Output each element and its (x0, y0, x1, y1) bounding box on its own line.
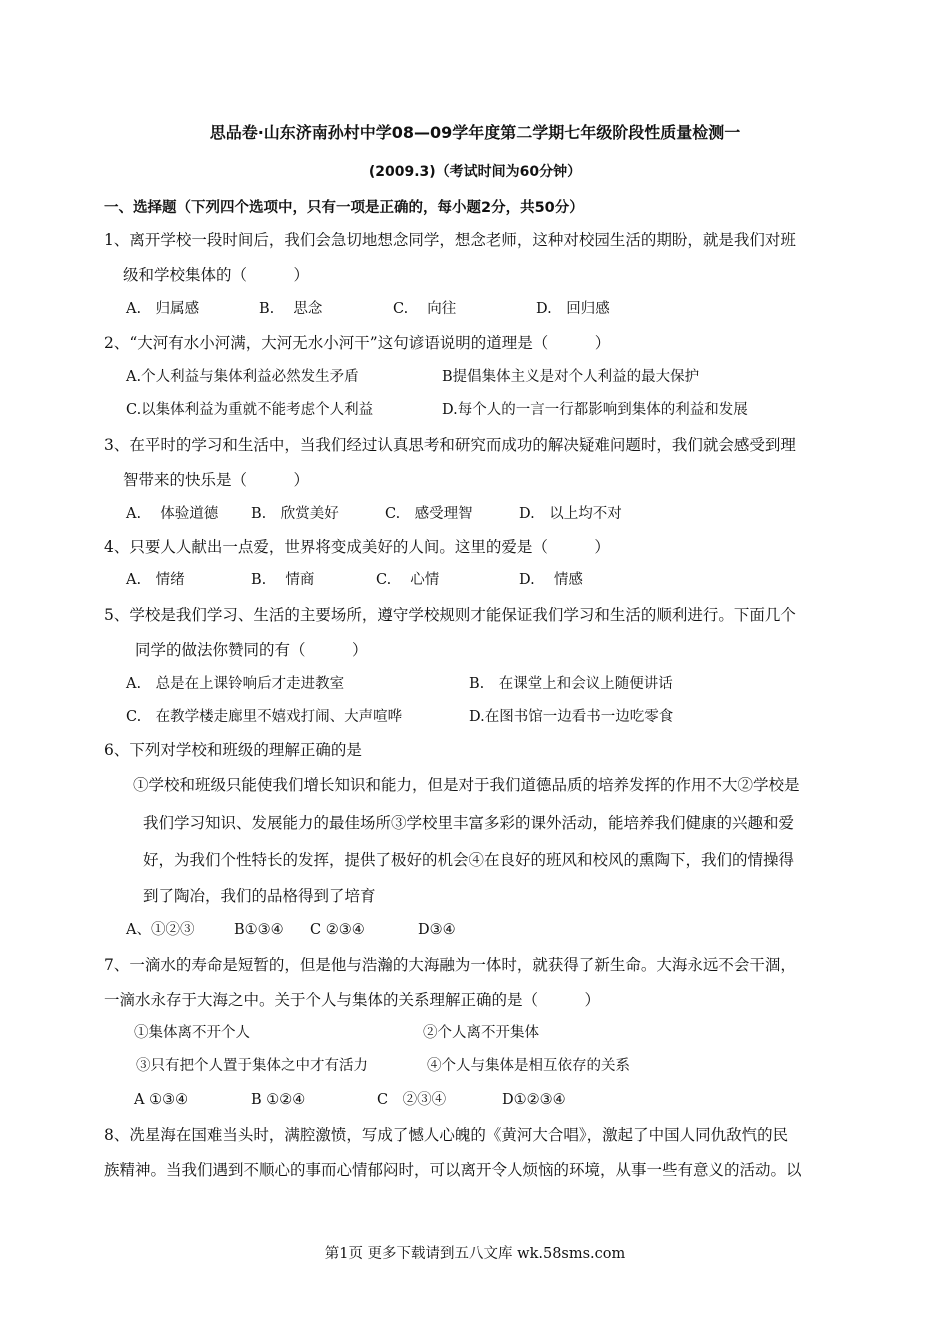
question-5-option-b: B. 在课堂上和会议上随便讲话 (469, 676, 673, 692)
question-6-statement-cont: 好，为我们个性特长的发挥，提供了极好的机会④在良好的班风和校风的熏陶下，我们的情操得 (143, 851, 795, 869)
question-4-text: 4、只要人人献出一点爱，世界将变成美好的人间。这里的爱是（ ） (104, 538, 610, 556)
question-8-text: 8、冼星海在国难当头时，满腔激愤，写成了憾人心魄的《黄河大合唱》，激起了中国人同仇敌忾的民 (104, 1126, 789, 1144)
question-6-statement: ①学校和班级只能使我们增长知识和能力，但是对于我们道德品质的培养发挥的作用不大②学校是 (133, 776, 800, 794)
question-7-option-b: B ①②④ (251, 1092, 306, 1108)
question-7-text-cont: 一滴水永存于大海之中。关于个人与集体的关系理解正确的是（ ） (104, 991, 601, 1009)
question-1-option-d: D. 回归感 (536, 301, 610, 317)
question-6-statement-cont: 我们学习知识、发展能力的最佳场所③学校里丰富多彩的课外活动，能培养我们健康的兴趣和爱 (143, 814, 795, 832)
question-3-option-b: B. 欣赏美好 (251, 506, 339, 522)
question-5-option-c: C. 在教学楼走廊里不嬉戏打闹、大声喧哗 (126, 709, 403, 725)
question-1-option-c: C. 向往 (393, 301, 457, 317)
question-6-option-c: C ②③④ (310, 922, 365, 938)
question-7-statement-2: ②个人离不开集体 (423, 1025, 539, 1041)
question-3-option-c: C. 感受理智 (385, 506, 473, 522)
question-7-option-c: C ②③④ (377, 1092, 447, 1108)
question-5-option-d: D.在图书馆一边看书一边吃零食 (469, 709, 674, 725)
question-2-option-c: C.以集体利益为重就不能考虑个人利益 (126, 402, 374, 418)
question-1-text: 1、离开学校一段时间后，我们会急切地想念同学，想念老师，这种对校园生活的期盼，就是我们对班 (104, 231, 796, 249)
question-3-option-d: D. 以上均不对 (519, 506, 622, 522)
question-2-option-a: A.个人利益与集体利益必然发生矛盾 (126, 369, 359, 385)
question-6-statement-cont: 到了陶冶，我们的品格得到了培育 (143, 887, 376, 905)
question-7-statement-3: ③只有把个人置于集体之中才有活力 (136, 1058, 368, 1074)
section-heading: 一、选择题（下列四个选项中，只有一项是正确的，每小题2分，共50分） (104, 200, 584, 216)
question-7-statement-4: ④个人与集体是相互依存的关系 (427, 1058, 630, 1074)
question-5-text: 5、学校是我们学习、生活的主要场所，遵守学校规则才能保证我们学习和生活的顺利进行。下面几个 (104, 606, 796, 624)
question-1-option-b: B. 思念 (259, 301, 323, 317)
question-7-option-a: A ①③④ (134, 1092, 189, 1108)
question-7-text: 7、一滴水的寿命是短暂的，但是他与浩瀚的大海融为一体时，就获得了新生命。大海永远不会干涸， (104, 956, 796, 974)
question-4-option-a: A. 情绪 (126, 572, 185, 588)
question-3-option-a: A. 体验道德 (126, 506, 219, 522)
question-1-text-cont: 级和学校集体的（ ） (123, 266, 310, 284)
question-3-text-cont: 智带来的快乐是（ ） (123, 471, 310, 489)
question-5-option-a: A. 总是在上课铃响后才走进教室 (126, 676, 345, 692)
question-6-option-a: A、①②③ (126, 922, 195, 938)
question-2-option-b: B提倡集体主义是对个人利益的最大保护 (442, 369, 700, 385)
page-title: 思品卷·山东济南孙村中学08—09学年度第二学期七年级阶段性质量检测一 (209, 123, 741, 142)
question-7-option-d: D①②③④ (502, 1092, 566, 1108)
question-8-text-cont: 族精神。当我们遇到不顺心的事而心情郁闷时，可以离开令人烦恼的环境，从事一些有意义的活动。以 (104, 1161, 802, 1179)
question-6-option-d: D③④ (418, 922, 456, 938)
question-4-option-d: D. 情感 (519, 572, 583, 588)
exam-time-note: (2009.3)（考试时间为60分钟） (368, 164, 582, 180)
question-7-statement-1: ①集体离不开个人 (134, 1025, 250, 1041)
page-footer: 第1页 更多下载请到五八文库 wk.58sms.com (324, 1246, 626, 1262)
question-5-text-cont: 同学的做法你赞同的有（ ） (135, 641, 368, 659)
question-6-option-b: B①③④ (234, 922, 284, 938)
question-2-option-d: D.每个人的一言一行都影响到集体的利益和发展 (442, 402, 748, 418)
question-1-option-a: A. 归属感 (126, 301, 200, 317)
question-2-text: 2、“大河有水小河满，大河无水小河干”这句谚语说明的道理是（ ） (104, 334, 611, 352)
question-3-text: 3、在平时的学习和生活中，当我们经过认真思考和研究而成功的解决疑难问题时，我们就会感受到理 (104, 436, 796, 454)
question-4-option-b: B. 情商 (251, 572, 315, 588)
question-6-text: 6、下列对学校和班级的理解正确的是 (104, 741, 362, 759)
question-4-option-c: C. 心情 (376, 572, 440, 588)
